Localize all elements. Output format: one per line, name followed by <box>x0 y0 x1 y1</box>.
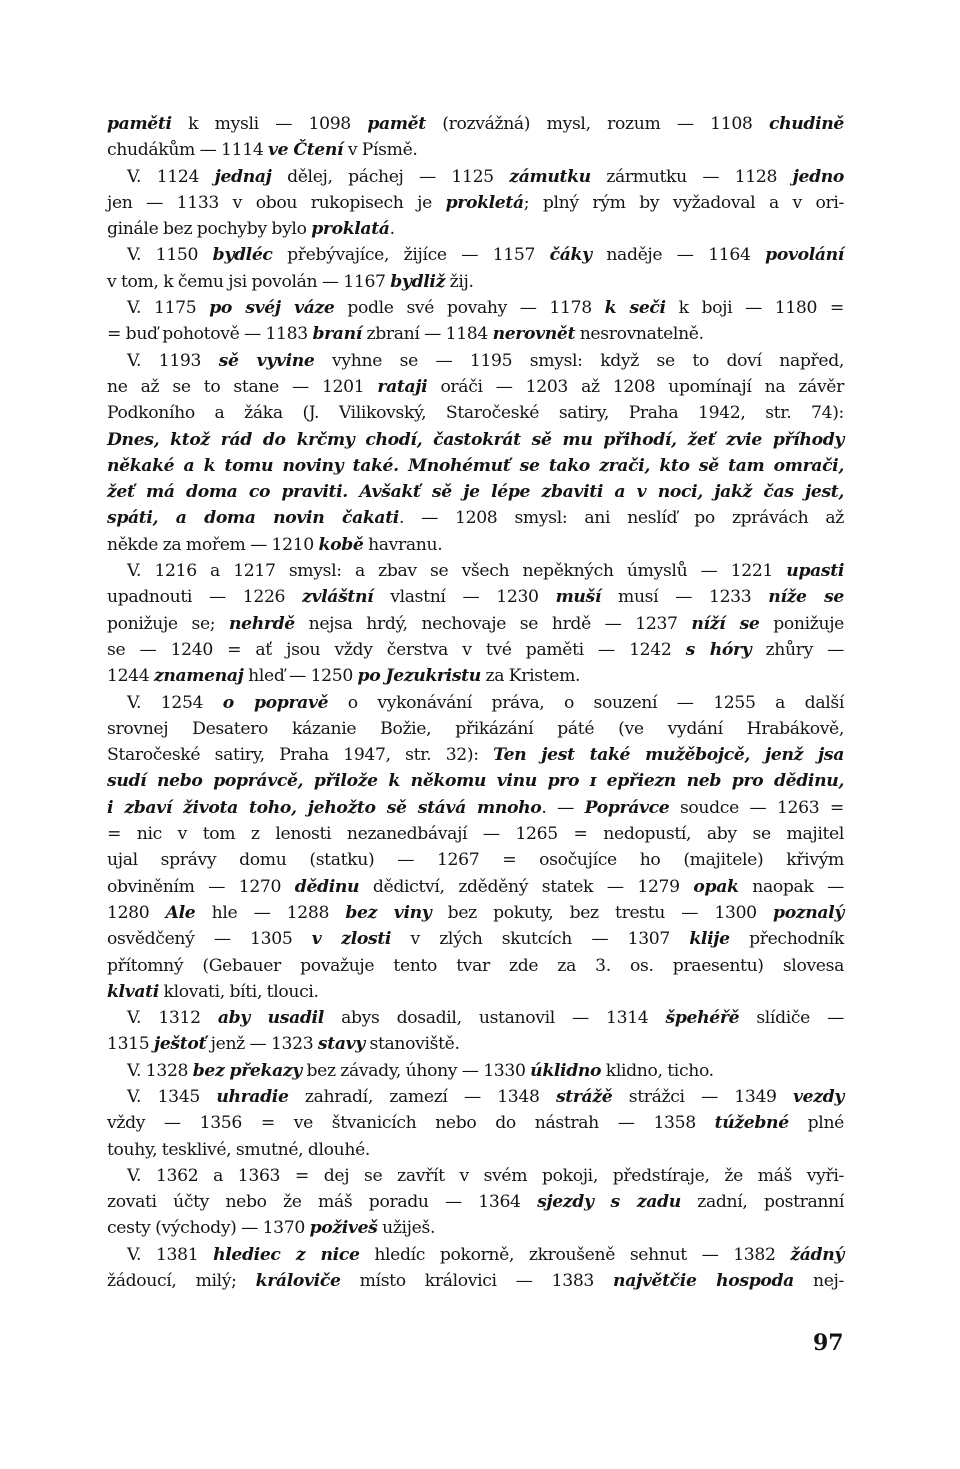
italic-term: čáky <box>549 245 592 266</box>
text-line <box>107 926 844 952</box>
italic-term: ve Čtení <box>268 140 344 161</box>
text-segment: k mysli — 1098 <box>171 114 368 134</box>
text-line <box>107 1163 844 1189</box>
text-segment: ponižuje <box>759 613 844 634</box>
italic-term: špehéřě <box>665 1008 740 1029</box>
text-line <box>107 321 844 347</box>
italic-term: najvětčie hospoda <box>613 1271 794 1292</box>
page-body-text <box>107 111 844 1294</box>
text-segment: 1244 <box>107 666 154 687</box>
italic-term: někaké a k tomu noviny také. Mnohémuť se tako zrači, kto sě tam omrači, <box>107 455 844 476</box>
text-line <box>107 1242 844 1268</box>
italic-term: bydliž <box>390 271 446 292</box>
italic-term: královiče <box>255 1271 341 1292</box>
italic-term: ještoť <box>153 1034 207 1055</box>
text-segment: V. 1328 <box>127 1060 193 1081</box>
text-segment: V. 1362 a 1363 = dej se zavřít v svém pokoji, předstíraje, že máš vyři- <box>127 1165 844 1186</box>
text-line <box>107 137 844 163</box>
text-segment: V. 1124 <box>127 166 215 187</box>
text-segment: havranu. <box>363 534 443 555</box>
text-segment: ginále bez pochyby bylo <box>107 219 312 240</box>
text-line <box>107 716 844 742</box>
text-segment: vlastní — 1230 <box>373 587 556 608</box>
text-segment: hleď — 1250 <box>243 666 358 687</box>
text-segment: cesty (východy) — 1370 <box>107 1218 310 1239</box>
italic-term: jedno <box>792 166 844 187</box>
text-segment: oráči — 1203 až 1208 upomínají na závěr <box>427 376 844 397</box>
text-segment: musí — 1233 <box>601 587 769 608</box>
text-segment: 1280 <box>107 902 166 923</box>
italic-term: dědinu <box>294 876 360 897</box>
italic-term: níží se <box>691 613 760 634</box>
text-line <box>107 1084 844 1110</box>
text-segment: k boji — 1180 = <box>665 298 844 319</box>
text-segment: stanoviště. <box>364 1034 460 1055</box>
text-segment: chudákům — 1114 <box>107 140 269 161</box>
text-segment: osvědčený — 1305 <box>107 929 312 950</box>
text-segment: . — 1208 smysl: ani neslíď po zprávách až <box>398 508 844 529</box>
italic-term: nehrdě <box>229 613 295 634</box>
text-segment: někde za mořem — 1210 <box>107 534 319 555</box>
text-segment: nejsa hrdý, nechovaje se hrdě — 1237 <box>294 613 692 634</box>
text-line <box>107 1215 844 1241</box>
italic-term: po Jezukristu <box>357 666 481 687</box>
text-line <box>107 190 844 216</box>
page-number: 97 <box>813 1330 844 1356</box>
text-segment: se — 1240 = ať jsou vždy čerstva v tvé paměti — 1242 <box>107 639 686 660</box>
text-line <box>107 742 844 768</box>
italic-term: bydléc <box>212 245 273 266</box>
text-line <box>107 269 844 295</box>
text-segment: soudce — 1263 = <box>669 797 844 818</box>
text-segment: užiješ. <box>377 1218 436 1239</box>
italic-term: žádný <box>790 1244 844 1265</box>
italic-term: poznalý <box>773 902 844 923</box>
text-segment: v zlých skutcích — 1307 <box>391 929 690 950</box>
text-line <box>107 953 844 979</box>
italic-term: bez viny <box>345 902 432 923</box>
text-segment: ; plný rým by vyžadoval a v ori- <box>523 192 844 213</box>
text-segment: přítomný (Gebauer považuje tento tvar zde za 3. os. praesentu) slovesa <box>107 955 844 976</box>
text-segment: v tom, k čemu jsi povolán — 1167 <box>107 271 391 292</box>
text-line <box>107 1031 844 1057</box>
text-segment: V. 1150 <box>127 245 213 266</box>
text-line <box>107 1268 844 1294</box>
text-segment: . <box>389 219 395 240</box>
text-segment: strážci — 1349 <box>612 1086 794 1107</box>
text-segment: jenž — 1323 <box>206 1034 318 1055</box>
italic-term: rataji <box>377 376 428 397</box>
italic-term: klije <box>689 929 730 950</box>
text-segment: touhy, tesklivé, smutné, dlouhé. <box>107 1139 371 1160</box>
text-segment: . — <box>541 797 585 818</box>
text-segment: ujal správy domu (statku) — 1267 = osočujíce ho (majitele) křivým <box>107 850 844 871</box>
italic-term: klvati <box>107 981 159 1002</box>
text-segment: žádoucí, milý; <box>107 1271 256 1292</box>
italic-term: i zbaví života toho, jehožto sě stává mnoho <box>107 797 542 818</box>
italic-term: povolání <box>765 245 844 266</box>
italic-term: k seči <box>604 298 666 319</box>
italic-term: Dnes, ktož rád do krčmy chodí, častokrát sě mu přihodí, žeť zvie příhody <box>107 429 844 450</box>
italic-term: sudí nebo poprávcě, přilože k někomu vinu pro ɪ epřiezn neb pro dědinu, <box>107 771 844 792</box>
italic-term: chudině <box>769 114 844 134</box>
italic-term: strážě <box>555 1086 613 1107</box>
text-segment: přebývajíce, žijíce — 1157 <box>272 245 550 266</box>
italic-term: Ale <box>165 902 196 923</box>
text-segment: dědictví, zděděný statek — 1279 <box>359 876 694 897</box>
text-segment: slídiče — <box>739 1008 844 1029</box>
text-line <box>107 874 844 900</box>
text-segment: zármutku — 1128 <box>590 166 793 187</box>
text-segment: hle — 1288 <box>195 902 346 923</box>
italic-term: uhradie <box>216 1086 289 1107</box>
italic-term: o popravě <box>222 692 329 713</box>
text-line <box>107 795 844 821</box>
text-segment: Podkoního a žáka (J. Vilikovský, Staročeské satiry, Praha 1942, str. 74): <box>107 403 844 424</box>
text-segment: V. 1216 a 1217 smysl: a zbav se všech nepěkných úmyslů — 1221 <box>127 561 787 582</box>
text-segment: zovati účty nebo že máš poradu — 1364 <box>107 1192 538 1213</box>
text-segment: v Písmě. <box>343 140 418 161</box>
italic-term: muší <box>555 587 602 608</box>
italic-term: znamenaj <box>153 666 244 687</box>
italic-term: prokletá <box>445 192 524 213</box>
italic-term: v zlosti <box>311 929 392 950</box>
text-line <box>107 611 844 637</box>
text-line <box>107 427 844 453</box>
text-segment: abys dosadil, ustanovil — 1314 <box>323 1008 666 1029</box>
text-segment: klidno, ticho. <box>601 1060 714 1081</box>
text-line <box>107 505 844 531</box>
text-line <box>107 558 844 584</box>
text-segment: naděje — 1164 <box>591 245 766 266</box>
italic-term: paměti <box>107 114 172 134</box>
italic-term: proklatá <box>311 219 390 240</box>
text-segment: zbraní — 1184 <box>361 324 493 345</box>
text-segment: V. 1175 <box>127 298 210 319</box>
text-segment: jen — 1133 v obou rukopisech je <box>107 192 446 213</box>
text-segment: = nic v tom z lenosti nezanedbávají — 1265 = nedopustí, aby se majitel <box>107 824 844 845</box>
italic-term: pamět <box>367 114 426 134</box>
text-segment: V. 1193 <box>127 350 219 371</box>
text-line <box>107 164 844 190</box>
italic-term: upasti <box>786 561 844 582</box>
italic-term: úklidno <box>530 1060 602 1081</box>
text-segment: nej- <box>793 1271 844 1292</box>
italic-term: kobě <box>318 534 364 555</box>
italic-term: nerovnět <box>492 324 576 345</box>
text-line <box>107 348 844 374</box>
text-line <box>107 584 844 610</box>
text-line <box>107 111 844 137</box>
text-segment: podle své povahy — 1178 <box>334 298 605 319</box>
text-line <box>107 900 844 926</box>
text-segment: obviněním — 1270 <box>107 876 295 897</box>
text-line <box>107 637 844 663</box>
text-segment: ponižuje se; <box>107 613 229 634</box>
text-segment: V. 1312 <box>127 1008 218 1029</box>
italic-term: hlediec z nice <box>213 1244 360 1265</box>
text-segment: ne až se to stane — 1201 <box>107 376 378 397</box>
text-segment: upadnouti — 1226 <box>107 587 303 608</box>
text-segment: přechodník <box>729 929 844 950</box>
text-line <box>107 532 844 558</box>
text-segment: vyhne se — 1195 smysl: když se to doví napřed, <box>314 350 844 371</box>
text-line <box>107 1058 844 1084</box>
text-line <box>107 1005 844 1031</box>
italic-term: s hóry <box>685 639 752 660</box>
text-segment: nesrovnatelně. <box>575 324 704 345</box>
italic-term: spáti, a doma novin čakati <box>107 508 399 529</box>
italic-term: aby usadil <box>217 1008 324 1029</box>
text-segment: 1315 <box>107 1034 154 1055</box>
text-segment: hledíc pokorně, zkroušeně sehnut — 1382 <box>359 1244 791 1265</box>
italic-term: jednaj <box>214 166 272 187</box>
text-line <box>107 374 844 400</box>
text-line <box>107 453 844 479</box>
italic-term: braní <box>312 324 362 345</box>
text-segment: o vykonávání práva, o souzení — 1255 a další <box>328 692 844 713</box>
text-segment: klovati, bíti, tlouci. <box>158 981 319 1002</box>
text-segment: plné <box>788 1113 844 1134</box>
text-segment: Staročeské satiry, Praha 1947, str. 32): <box>107 745 494 766</box>
text-segment: dělej, páchej — 1125 <box>271 166 510 187</box>
text-line <box>107 768 844 794</box>
text-line <box>107 1137 844 1163</box>
italic-term: sě vyvine <box>218 350 315 371</box>
text-segment: bez pokuty, bez trestu — 1300 <box>431 902 774 923</box>
text-segment: místo královici — 1383 <box>340 1271 614 1292</box>
text-line <box>107 216 844 242</box>
text-line <box>107 847 844 873</box>
text-segment: V. 1345 <box>127 1086 217 1107</box>
text-segment: zadní, postranní <box>680 1192 844 1213</box>
text-segment: V. 1254 <box>127 692 223 713</box>
italic-term: žeť má doma co praviti. Avšakť sě je lépe zbaviti a v noci, jakž čas jest, <box>107 482 844 503</box>
italic-term: túžebné <box>714 1113 789 1134</box>
italic-term: zámutku <box>509 166 591 187</box>
text-line <box>107 479 844 505</box>
text-segment: žij. <box>445 271 474 292</box>
italic-term: níže se <box>768 587 844 608</box>
italic-term: opak <box>693 876 739 897</box>
italic-term: poživeš <box>309 1218 378 1239</box>
italic-term: zvláštní <box>302 587 374 608</box>
text-segment: zahradí, zamezí — 1348 <box>288 1086 556 1107</box>
italic-term: Poprávce <box>584 797 670 818</box>
text-line <box>107 1189 844 1215</box>
text-segment: srovnej Desatero kázanie Božie, přikázání páté (ve vydání Hrabákově, <box>107 718 844 739</box>
text-line <box>107 663 844 689</box>
italic-term: sjezdy s zadu <box>537 1192 681 1213</box>
italic-term: vezdy <box>793 1086 844 1107</box>
text-segment: (rozvážná) mysl, rozum — 1108 <box>425 114 769 134</box>
text-line <box>107 690 844 716</box>
italic-term: stavy <box>317 1034 365 1055</box>
text-segment: zhůry — <box>751 639 844 660</box>
text-segment: V. 1381 <box>127 1244 214 1265</box>
text-segment: = buď pohotově — 1183 <box>107 324 313 345</box>
text-line <box>107 821 844 847</box>
italic-term: Ten jest také mužěbojcě, jenž jsa <box>493 745 844 766</box>
text-line <box>107 295 844 321</box>
italic-term: po svéj váze <box>209 298 335 319</box>
text-line <box>107 1110 844 1136</box>
text-line <box>107 400 844 426</box>
text-line <box>107 242 844 268</box>
italic-term: bez překazy <box>192 1060 302 1081</box>
text-segment: vždy — 1356 = ve štvanicích nebo do nástrah — 1358 <box>107 1113 715 1134</box>
text-segment: naopak — <box>738 876 845 897</box>
text-segment: bez závady, úhony — 1330 <box>301 1060 531 1081</box>
text-segment: za Kristem. <box>480 666 581 687</box>
text-line <box>107 979 844 1005</box>
